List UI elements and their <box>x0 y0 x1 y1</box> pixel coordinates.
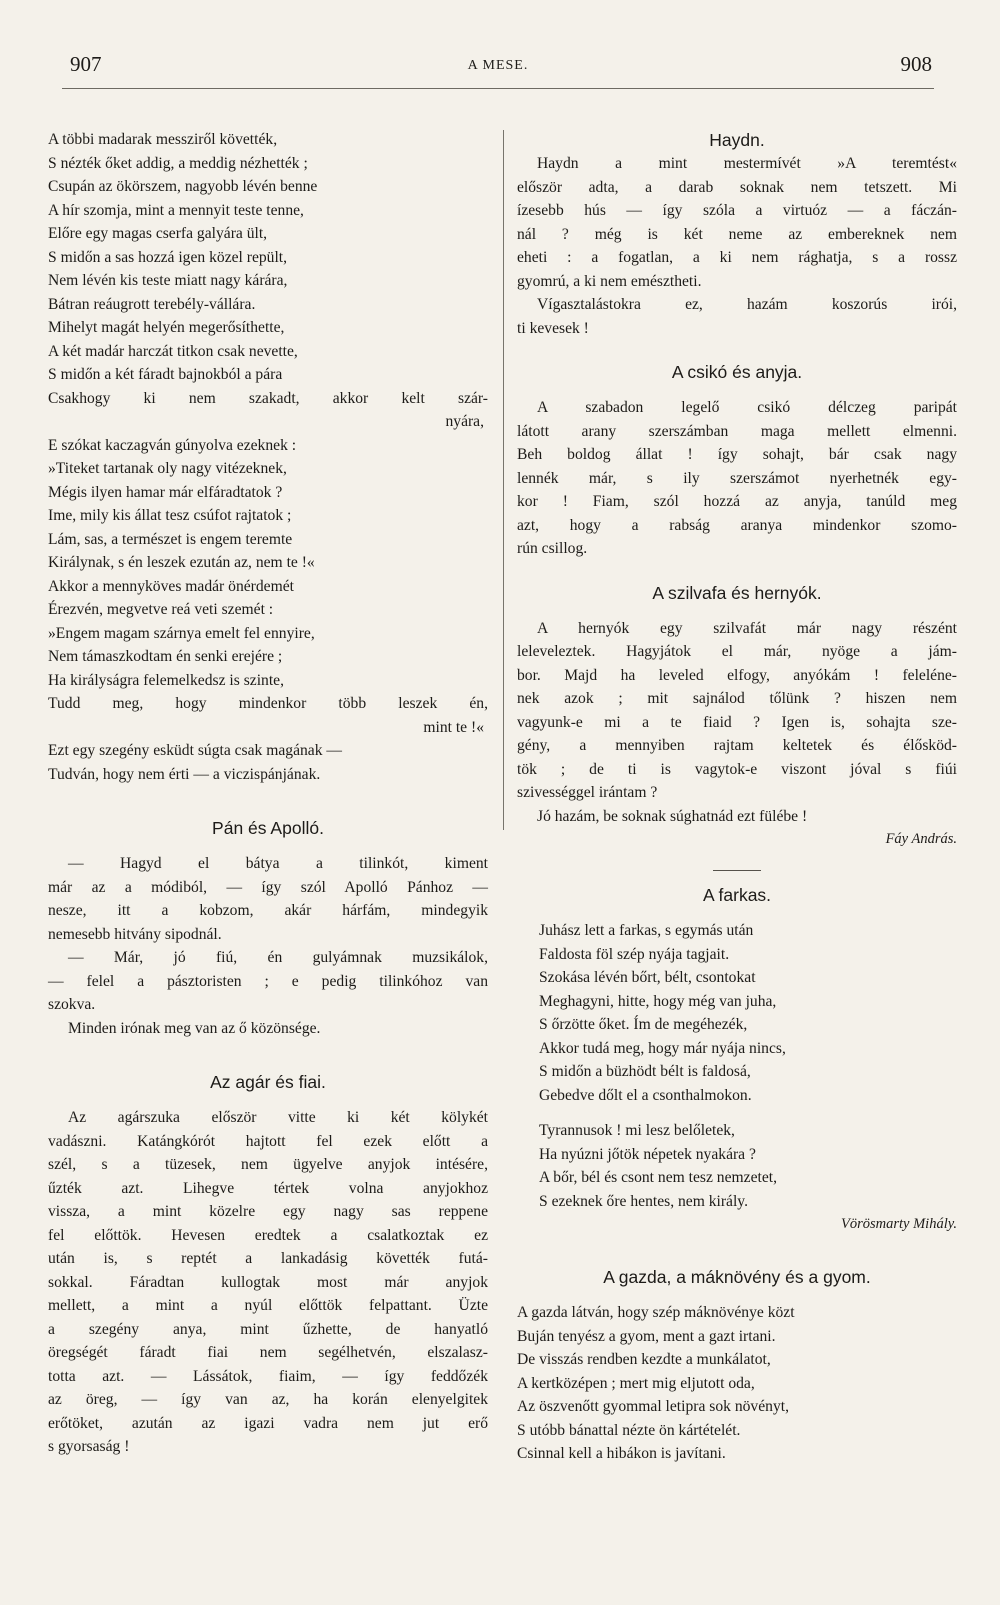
section-title-agar: Az agár és fiai. <box>210 1072 326 1092</box>
verse-line: Gebedve dőlt el a csonthalmokon. <box>539 1086 752 1104</box>
text-line: A szabadon legelő csikó délczeg paripát <box>537 399 957 416</box>
text-line: ízesebb hús — így szóla a virtuóz — a fáczán- <box>517 202 957 219</box>
section-body-csiko <box>517 396 957 561</box>
text-line: tök ; de ti is vagytok-e viszont jóval s fiúi <box>517 760 957 778</box>
text-line: — Már, jó fiú, én gulyámnak muzsikálok, <box>68 949 488 966</box>
verse-line: Juhász lett a farkas, s egymás után <box>539 922 754 939</box>
verse-line: Tudd meg, hogy mindenkor több leszek én, <box>48 695 488 712</box>
verse-line: Ezt egy szegény esküdt súgta csak magának — <box>48 742 343 759</box>
text-line: a szegény anya, mint űzhette, de hanyatló <box>48 1320 488 1338</box>
verse-line: S midőn a két fáradt bajnokból a pára <box>48 366 283 383</box>
poem-ökörszem <box>48 128 488 786</box>
verse-line: A bőr, bél és csont nem tesz nemzetet, <box>539 1169 777 1186</box>
text-line: totta azt. — Lássátok, fiaim, — így feddőzék <box>48 1367 488 1385</box>
poem-gazda <box>517 1301 957 1466</box>
text-line: már az a módiból, — így szól Apolló Pánhoz — <box>48 878 488 896</box>
author-signature: Vörösmarty Mihály. <box>841 1216 957 1232</box>
section-title-farkas: A farkas. <box>702 885 772 905</box>
text-line: szivességgel irántam ? <box>517 784 658 801</box>
text-line: öregségét fáradt fiai nem segélhetvén, elszalasz- <box>48 1344 488 1361</box>
author-signature: Fáy András. <box>885 831 957 847</box>
text-line: vissza, a mint közelre egy nagy sas reppene <box>48 1203 488 1220</box>
verse-line: Bátran reáugrott terebély-vállára. <box>48 295 256 313</box>
verse-line: Mégis ilyen hamar már elfáradtatok ? <box>48 483 283 501</box>
text-line: rún csillog. <box>517 540 588 557</box>
text-line: kor ! Fiam, szól hozzá az anyja, tanúld meg <box>517 493 957 510</box>
text-line: nemesebb hitvány sipodnál. <box>48 925 222 943</box>
text-line: nesze, itt a kobzom, akár hárfám, mindegyik <box>48 902 488 919</box>
verse-line: De visszás rendben kezdte a munkálatot, <box>517 1351 771 1368</box>
verse-line: A gazda látván, hogy szép máknövénye közt <box>517 1304 795 1321</box>
poem-farkas <box>517 919 957 1213</box>
section-title-szilvafa: A szilvafa és hernyók. <box>652 582 822 603</box>
verse-line: E szókat kaczagván gúnyolva ezeknek : <box>48 436 297 454</box>
text-line: leleveleztek. Hagyjátok el már, nyöge a jám- <box>517 643 957 660</box>
verse-line: S nézték őket addig, a meddig nézhették ; <box>48 154 308 172</box>
verse-line: Érezvén, megvetve reá veti szemét : <box>48 601 274 618</box>
verse-turnover: nyára, <box>445 413 484 430</box>
text-line: gyomrú, a ki nem emésztheti. <box>517 272 702 290</box>
verse-line: Mihelyt magát helyén megerősíthette, <box>48 319 285 336</box>
text-line: Vígasztalástokra ez, hazám koszorús irói, <box>537 296 957 313</box>
text-line: nek azok ; mit sajnálod tőlünk ? hiszen nem <box>517 690 957 707</box>
verse-line: »Engem magam szárnya emelt fel ennyire, <box>48 624 315 642</box>
verse-line: Ha királyságra felemelkedsz is szinte, <box>48 671 284 689</box>
verse-line: Ime, mily kis állat tesz csúfot rajtatok ; <box>48 507 292 524</box>
text-line: erőtöket, azután az igazi vadra nem jut erő <box>48 1414 488 1432</box>
text-line: vagyunk-e mi a te fiaid ? Igen is, sohajta sze- <box>517 713 957 731</box>
page-number-right: 908 <box>900 52 932 76</box>
verse-turnover: mint te !« <box>423 718 484 736</box>
verse-line: S ezeknek őre hentes, nem király. <box>539 1192 748 1210</box>
left-column <box>48 128 488 1459</box>
page-number-left: 907 <box>70 52 102 76</box>
verse-line: S őrzötte őket. Ím de megéhezék, <box>539 1016 748 1033</box>
text-line: Az agárszuka először vitte ki két kölykét <box>68 1109 488 1126</box>
verse-line: Faldosta föl szép nyája tagjait. <box>539 945 730 963</box>
verse-line: Tyrannusok ! mi lesz belőletek, <box>539 1122 735 1139</box>
text-line: sokkal. Fáradtan kullogtak most már anyjok <box>48 1273 488 1291</box>
text-line: az öreg, — így van az, ha korán elenyelgitek <box>48 1391 488 1408</box>
text-line: Jó hazám, be soknak súghatnád ezt fülébe ! <box>537 807 808 825</box>
verse-line: A két madár harczát titkon csak nevette, <box>48 342 298 360</box>
header-rule <box>62 88 934 89</box>
text-line: nál ? még is két neme az embereknek nem <box>517 225 957 243</box>
text-line: után is, s reptét a lankadásig követték futá- <box>48 1250 488 1267</box>
section-body-pan <box>48 852 488 1040</box>
column-divider <box>503 130 504 830</box>
text-line: — felel a pásztoristen ; e pedig tilinkóhoz van <box>48 972 488 990</box>
running-title: A MESE. <box>467 58 529 73</box>
text-line: Haydn a mint mestermívét »A teremtést« <box>537 155 957 172</box>
verse-line: A kertközépen ; mert mig eljutott oda, <box>517 1374 755 1392</box>
section-title-pan: Pán és Apolló. <box>212 818 324 838</box>
verse-line: Szokása lévén bőrt, bélt, csontokat <box>539 969 756 986</box>
verse-line: Buján tenyész a gyom, ment a gazt irtani. <box>517 1327 776 1345</box>
text-line: — Hagyd el bátya a tilinkót, kiment <box>68 855 488 872</box>
text-line: lennék már, s ily szerszámot nyerhetnék egy- <box>517 469 957 487</box>
verse-line: Nem lévén kis teste miatt nagy kárára, <box>48 272 288 289</box>
verse-line: Lám, sas, a természet is engem teremte <box>48 530 293 548</box>
verse-line: Csinnal kell a hibákon is javítani. <box>517 1445 726 1462</box>
text-line: szél, s a tüzesek, nem ügyelve anyjok intésére, <box>48 1156 488 1173</box>
text-line: A hernyók egy szilvafát már nagy részént <box>537 619 957 637</box>
text-line: bor. Majd ha leveled elfogy, anyókám ! feleléne- <box>517 666 957 684</box>
text-line: szokva. <box>48 996 96 1013</box>
verse-line: Csakhogy ki nem szakadt, akkor kelt szár- <box>48 389 488 407</box>
section-title-haydn: Haydn. <box>709 130 765 150</box>
section-title-gazda: A gazda, a máknövény és a gyom. <box>603 1267 871 1287</box>
text-line: látott arany szerszámban maga mellett elmenni. <box>517 422 957 440</box>
text-line: mellett, a mint a nyúl előttök felpattant. Üzte <box>48 1297 488 1314</box>
verse-line: Akkor tudá meg, hogy már nyája nincs, <box>539 1039 786 1057</box>
section-body-szilvafa <box>517 617 957 829</box>
verse-line: A többi madarak messziről követték, <box>48 131 278 148</box>
section-title-csiko: A csikó és anyja. <box>671 362 803 382</box>
section-body-agar <box>48 1106 488 1459</box>
text-line: azt, hogy a rabság aranya mindenkor szomo- <box>517 516 957 534</box>
text-line: fel előttök. Hevesen eredtek a csalatkoztak ez <box>48 1226 488 1244</box>
text-line: űzték azt. Lihegve tértek volna anyjokhoz <box>48 1179 488 1197</box>
text-line: s gyorsaság ! <box>48 1438 130 1455</box>
verse-line: Akkor a mennyköves madár önérdemét <box>48 577 294 595</box>
text-line: először adta, a darab soknak nem tetszett. Mi <box>517 178 957 196</box>
verse-line: Királynak, s én leszek ezután az, nem te !« <box>48 554 315 571</box>
verse-line: Az öszvenőtt gyommal letipra sok növényt, <box>517 1398 789 1415</box>
right-column <box>517 128 957 1466</box>
verse-line: Nem támaszkodtam én senki erejére ; <box>48 648 283 665</box>
page-header <box>62 52 934 88</box>
verse-line: Tudván, hogy nem érti — a viczispánjának. <box>48 765 321 783</box>
section-body-haydn <box>517 152 957 340</box>
verse-line: Meghagyni, hitte, hogy még van juha, <box>539 992 777 1010</box>
verse-line: Előre egy magas cserfa galyára ült, <box>48 225 268 242</box>
text-line: vadászni. Katángkórót hajtott fel ezek előtt a <box>48 1132 488 1150</box>
verse-line: Csupán az ökörszem, nagyobb lévén benne <box>48 178 318 195</box>
verse-line: S midőn a sas hozzá igen közel repült, <box>48 248 288 266</box>
text-line: Minden irónak meg van az ő közönsége. <box>68 1019 321 1037</box>
text-line: eheti : a fogatlan, a ki nem rághatja, s a rossz <box>517 249 957 266</box>
text-line: Beh boldog állat ! így sohajt, bár csak nagy <box>517 446 957 463</box>
verse-line: »Titeket tartanak oly nagy vitézeknek, <box>48 460 287 477</box>
text-line: gény, a mennyiben rajtam keltetek és élősköd- <box>517 737 957 754</box>
verse-line: S utóbb bánattal nézte ön kártételét. <box>517 1421 741 1439</box>
verse-line: S midőn a büzhödt bélt is faldosá, <box>539 1063 751 1080</box>
text-line: ti kevesek ! <box>517 319 589 337</box>
verse-line: Ha nyúzni jőtök népetek nyakára ? <box>539 1145 756 1163</box>
verse-line: A hír szomja, mint a mennyit teste tenne, <box>48 201 304 219</box>
